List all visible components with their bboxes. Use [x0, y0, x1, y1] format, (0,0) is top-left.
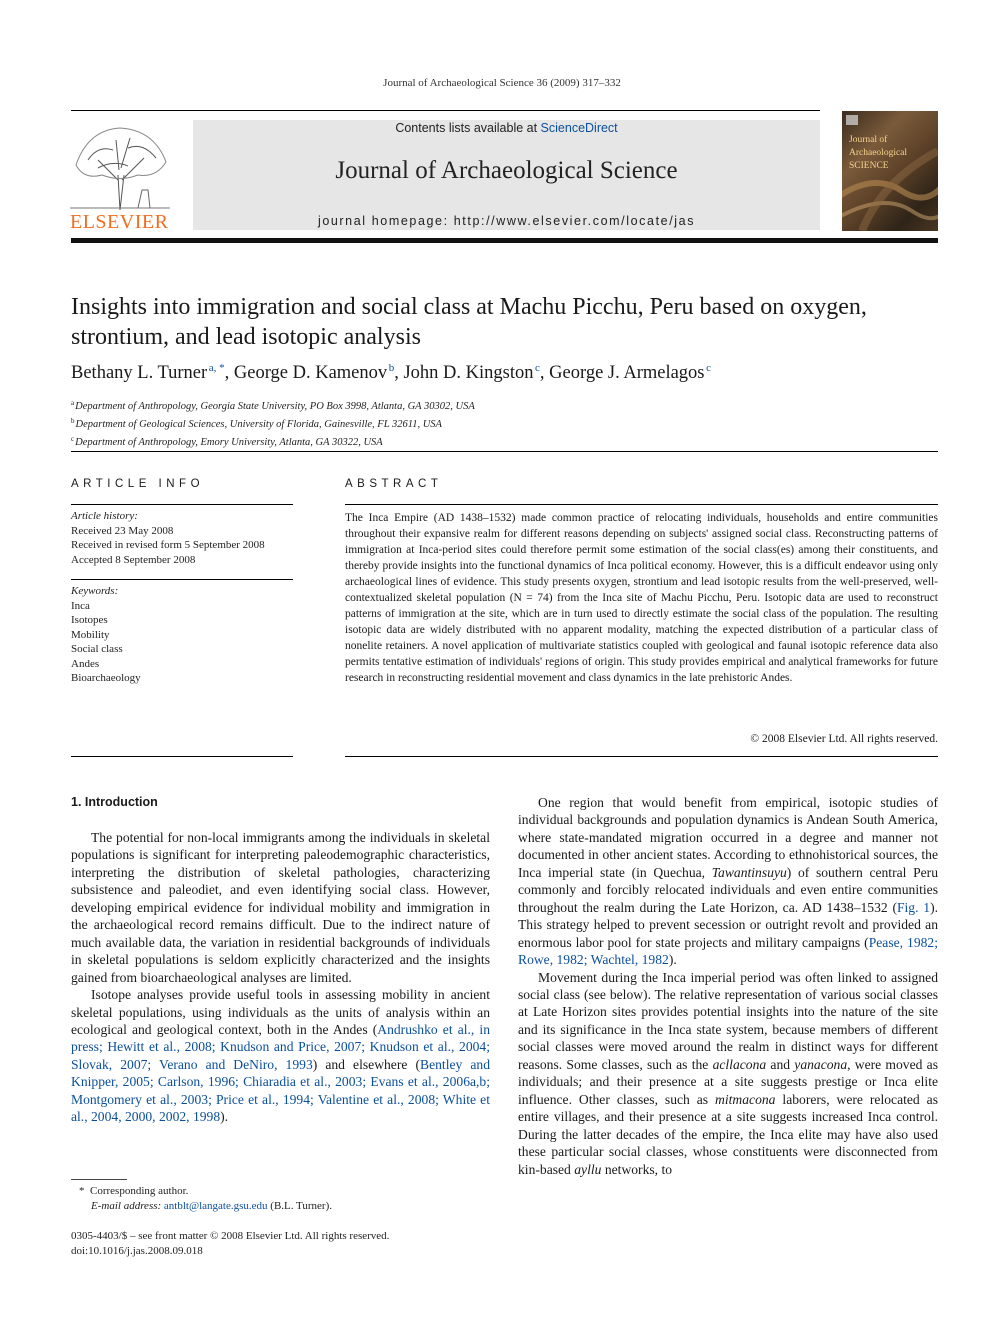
abstract-copyright: © 2008 Elsevier Ltd. All rights reserved.	[750, 733, 938, 745]
author-name[interactable]: Bethany L. Turner	[71, 363, 208, 383]
article-info-heading: ARTICLE INFO	[71, 478, 205, 490]
doi-line[interactable]: doi:10.1016/j.jas.2008.09.018	[71, 1244, 203, 1257]
affil-marker: b	[71, 417, 75, 425]
footnote-rule	[71, 1179, 127, 1180]
keyword-item: Isotopes	[71, 614, 108, 626]
journal-citation: Journal of Archaeological Science 36 (2009) 317–332	[383, 77, 621, 89]
journal-name[interactable]: Journal of Archaeological Science	[335, 157, 678, 184]
italic-term: Tawantinsuyu	[711, 864, 787, 880]
keyword-item: Bioarchaeology	[71, 672, 141, 684]
body-right-column	[518, 794, 938, 1178]
affil-marker: a	[71, 399, 75, 407]
author-affil-marker[interactable]: c	[535, 362, 540, 374]
text-run: One region that would benefit from empirical, isotopic studies of individual backgrounds and population dynamics is Andean South America, where state-mandated migration occurred in a degree and manner not documented in other ancient states. According to ethnohistorical sources, the Inca imperial state (in Quechua,	[518, 795, 938, 880]
author-name[interactable]: John D. Kingston	[403, 363, 534, 383]
text-run: ).	[220, 1109, 229, 1125]
revised-date: Received in revised form 5 September 2008	[71, 539, 265, 551]
keyword-item: Social class	[71, 643, 123, 655]
elsevier-logo[interactable]	[68, 120, 174, 234]
author-list: Bethany L. Turner $^{a, *}$, George D. Kamenov $^b$, John D. Kingston $^c$, George J. Armelagos $^c$	[71, 362, 711, 383]
text-run: ). This strategy helped to prevent secession or outright revolt and provided an enormous labor pool for state projects and military campaigns (	[518, 899, 938, 950]
article-title: Insights into immigration and social class at Machu Picchu, Peru based on oxygen, strontium, and lead isotopic analysis	[71, 294, 867, 350]
citation-link[interactable]: Bentley and Knipper, 2005; Carlson, 1996; Chiaradia et al., 2003; Evans et al., 2006a,b; Montgomery et al., 2003; Price et al., 1994; Valentine et al., 2008; White et al., 2004, 2000, 2002, 1998	[71, 1056, 491, 1125]
footnote-text: Corresponding author.	[90, 1185, 189, 1197]
tree-icon	[68, 120, 172, 212]
text-run: Movement during the Inca imperial period was often linked to assigned social class (see below). The relative representation of various social classes at Late Horizon sites provides potential insights into the nature of the site and its significance in the Inca state system, because members of different social classes were moved around the realm in distinct ways for different reasons. Some classes, such as the	[518, 969, 938, 1072]
author-name[interactable]: George J. Armelagos	[549, 363, 705, 383]
contents-line	[193, 121, 820, 135]
article-info-rule	[71, 504, 293, 505]
contents-prefix: Contents lists available at	[395, 121, 541, 135]
text-run: ).	[668, 952, 677, 968]
right-paragraph-2	[518, 969, 938, 1178]
keyword-item: Inca	[71, 599, 90, 612]
affiliations	[71, 396, 475, 450]
page-footer	[71, 1229, 389, 1258]
affil-marker: c	[71, 435, 75, 443]
italic-term: mitmacona	[715, 1091, 776, 1107]
sciencedirect-link[interactable]: ScienceDirect	[540, 121, 618, 135]
keyword-item: Mobility	[71, 628, 110, 641]
keywords-rule	[71, 579, 293, 580]
intro-paragraph-2	[71, 986, 490, 1126]
author-affil-marker[interactable]: c	[706, 362, 711, 374]
keywords-label: Keywords:	[71, 585, 119, 597]
text-run: , were moved as individuals; and their presence at a site suggests prestige or Inca elite influence. Other classes, such as	[518, 1056, 938, 1107]
email-note	[71, 1199, 491, 1214]
affiliation-item	[71, 396, 475, 414]
italic-term: yanacona	[794, 1056, 848, 1072]
email-link[interactable]: antblt@langate.gsu.edu	[163, 1199, 268, 1212]
abstract-text: The Inca Empire (AD 1438–1532) made common practice of relocating individuals, households and entire communities throughout their expansive realm for different reasons depending on subjects' assigned social class. Reconstructing patterns of immigration at Inca-period sites could therefore permit some estimation of the social class(es) among their constituents, and thereby provide insights into the functional dynamics of Inca political economy. However, this is a difficult endeavor using only archaeological lines of evidence. This study presents oxygen, strontium and lead isotopic results from the well-preserved, well-contextualized skeletal population (N = 74) from the Inca site of Machu Picchu, Peru. Isotopic data are used to reconstruct patterns of immigration at the site, which are in turn used to directly estimate the social class of the population. The resulting isotopic data are widely distributed with no apparent modality, matching the expected distribution of a particular class of nonelite retainers. A novel application of multivariate statistics coupled with geological and faunal isotopic reference data also permits tentative estimation of individuals' regions of origin. This study provides empirical and analytical frameworks for future research in reconstructing residential movement and class dynamics in the late prehistoric Andes.	[345, 512, 938, 684]
citation-link[interactable]: Andrushko et al., in press; Hewitt et al., 2008; Knudson and Price, 2007; Knudson et al., 2004; Slovak, 2007; Verano and DeNiro, 1993	[71, 1021, 491, 1072]
header-rule	[71, 110, 820, 111]
author-affil-marker[interactable]: b	[388, 362, 395, 374]
figure-link[interactable]: Fig. 1	[896, 899, 931, 915]
affiliation-item	[71, 414, 475, 432]
affil-text: Department of Anthropology, Georgia State University, PO Box 3998, Atlanta, GA 30302, USA	[75, 401, 475, 412]
journal-homepage[interactable]: journal homepage: http://www.elsevier.com/locate/jas	[317, 214, 696, 228]
text-run: laborers, were relocated as entire villages, and their presence at a site suggests increased Inca control. During the latter decades of the empire, the Inca elite may have also used these particular social classes, whose constituents were disconnected from kin-based	[518, 1091, 938, 1177]
abstract-rule	[345, 504, 938, 505]
header-thick-rule	[71, 238, 938, 243]
affiliation-item	[71, 432, 475, 450]
accepted-date: Accepted 8 September 2008	[71, 553, 196, 566]
text-run: networks, to	[601, 1161, 673, 1177]
footnote-marker: *	[79, 1185, 85, 1197]
body-left-column	[71, 829, 490, 1126]
elsevier-wordmark: ELSEVIER	[70, 211, 169, 233]
citation-link[interactable]: Pease, 1982; Rowe, 1982; Wachtel, 1982	[518, 934, 938, 968]
italic-term: ayllu	[574, 1161, 602, 1177]
text-run: ) and elsewhere (	[312, 1056, 421, 1072]
received-date: Received 23 May 2008	[71, 524, 174, 537]
section-divider	[71, 451, 938, 452]
author-affil-marker[interactable]: a, *	[208, 362, 225, 374]
article-info-bottom-rule	[71, 756, 293, 757]
issn-line: 0305-4403/$ – see front matter © 2008 Elsevier Ltd. All rights reserved.	[71, 1230, 390, 1242]
intro-paragraph-1: The potential for non-local immigrants among the individuals in skeletal populations is significant for interpreting paleodemographic characteristics, interpreting the distribution of skeletal pathologies, characterizing subsistence and paleodiet, and even identifying social class. However, developing empirical evidence for individual mobility and immigration in the archaeological record remains difficult. Due to the indirect nature of much available data, the variation in residential backgrounds of individuals in skeletal populations is seldom explicitly characterized and the insights gained from bioarchaeological analyses are limited.	[71, 830, 490, 985]
abstract-heading: ABSTRACT	[345, 478, 443, 490]
keyword-item: Andes	[71, 657, 100, 670]
keywords	[71, 584, 293, 686]
email-owner: (B.L. Turner).	[267, 1199, 333, 1212]
author-name[interactable]: George D. Kamenov	[233, 363, 388, 383]
article-history	[71, 509, 293, 567]
introduction-heading: 1. Introduction	[71, 795, 158, 809]
history-label: Article history:	[71, 510, 138, 522]
affil-text: Department of Anthropology, Emory University, Atlanta, GA 30322, USA	[75, 437, 383, 448]
footnotes	[71, 1184, 491, 1213]
text-run: ) of southern central Peru commonly and forcibly relocated individuals and even entire communities throughout the realm during the Late Horizon, ca. AD 1438–1532 (	[518, 864, 938, 915]
corresponding-author-note	[71, 1184, 491, 1199]
text-run: Isotope analyses provide useful tools in assessing mobility in ancient skeletal populations, using individuals as the units of analysis within an ecological and geological context, both in the Andes (	[71, 987, 490, 1037]
affil-text: Department of Geological Sciences, University of Florida, Gainesville, FL 32611, USA	[75, 419, 442, 430]
journal-cover-image[interactable]	[842, 111, 938, 231]
text-run: and	[766, 1056, 795, 1072]
cover-title: Journal of Archaeological SCIENCE	[849, 135, 908, 171]
right-paragraph-1	[518, 794, 938, 969]
abstract-bottom-rule	[345, 756, 938, 757]
italic-term: acllacona	[712, 1056, 767, 1072]
email-label: E-mail address:	[91, 1199, 162, 1212]
